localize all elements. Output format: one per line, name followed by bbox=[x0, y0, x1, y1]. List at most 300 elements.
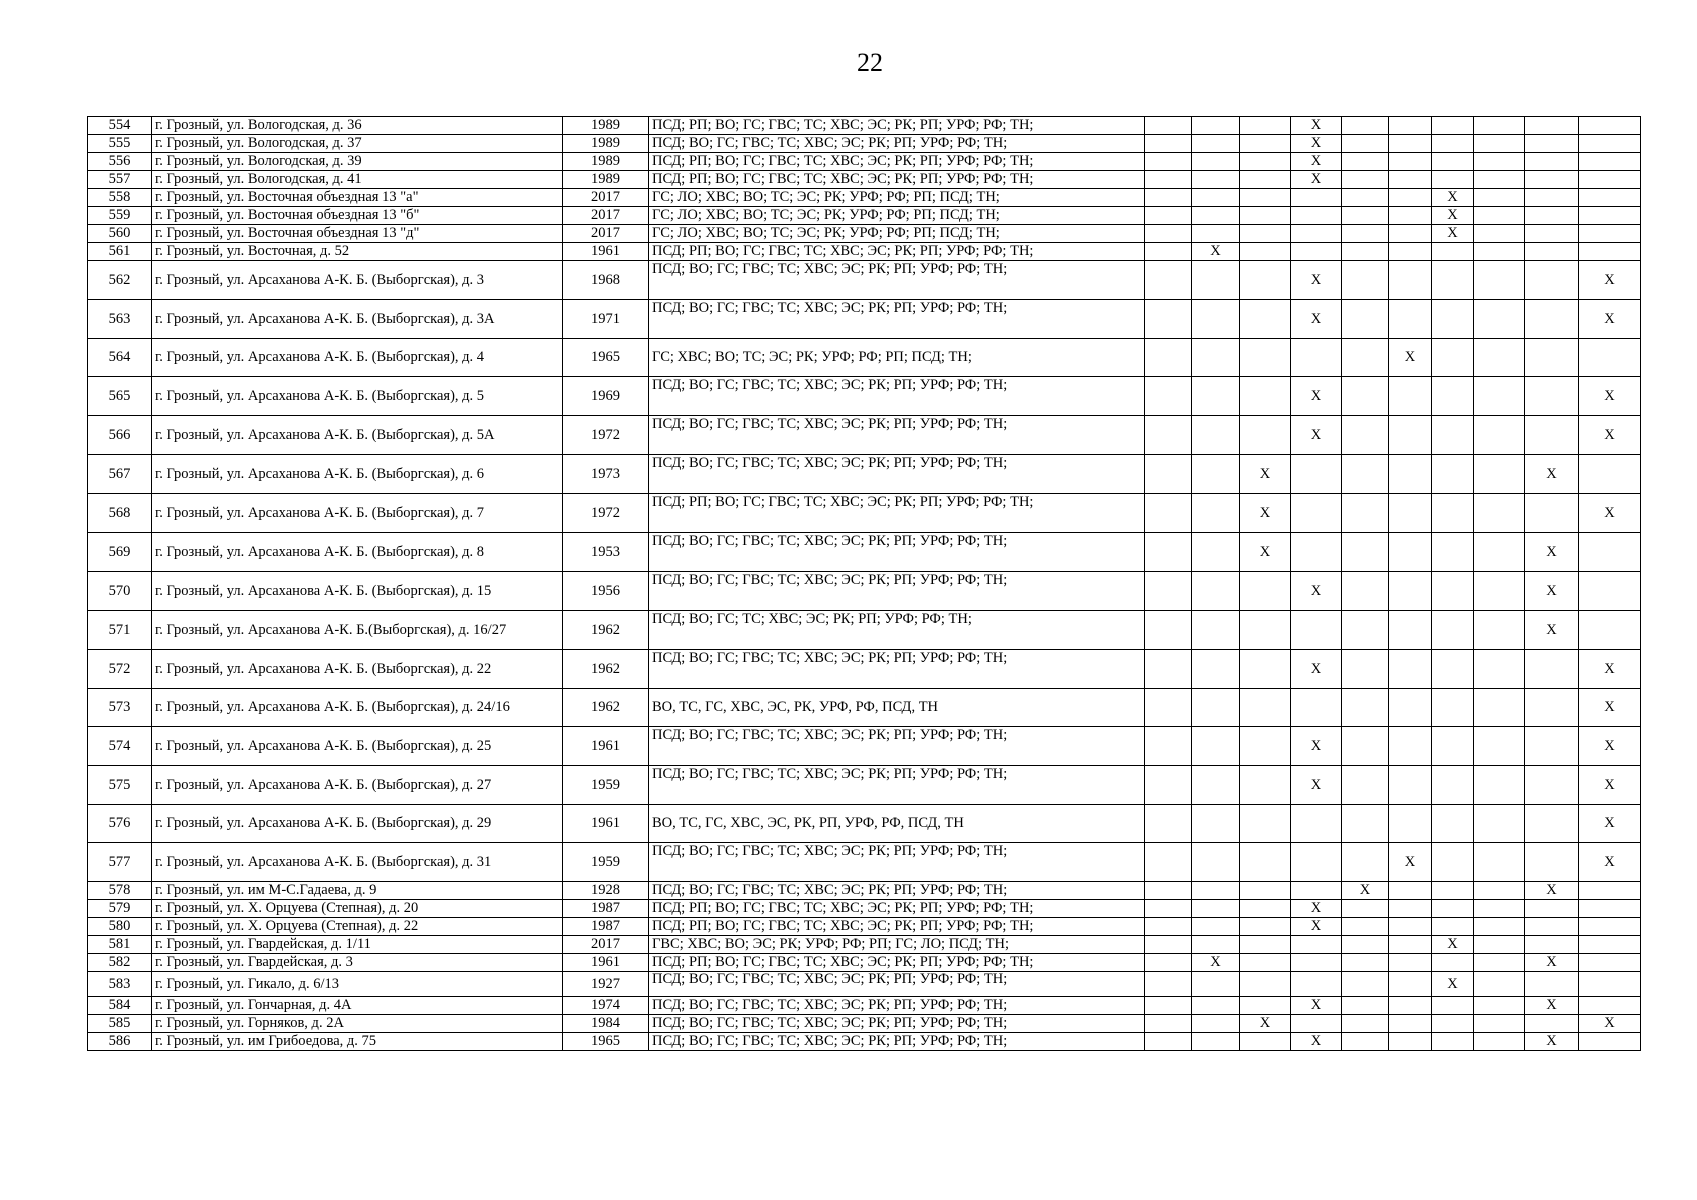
x-mark-cell: X bbox=[1432, 972, 1474, 997]
mark-cell bbox=[1192, 261, 1240, 300]
mark-cell bbox=[1291, 207, 1342, 225]
x-mark-cell: X bbox=[1579, 377, 1641, 416]
mark-cell bbox=[1192, 650, 1240, 689]
mark-cell bbox=[1192, 189, 1240, 207]
mark-cell bbox=[1192, 997, 1240, 1015]
mark-cell bbox=[1240, 689, 1291, 727]
works-list-cell: ПСД; РП; ВО; ГС; ГВС; ТС; ХВС; ЭС; РК; РП; УРФ; РФ; ТН; bbox=[649, 494, 1145, 533]
mark-cell bbox=[1145, 843, 1192, 882]
x-mark-cell: X bbox=[1525, 1033, 1579, 1051]
x-mark-cell: X bbox=[1291, 997, 1342, 1015]
mark-cell bbox=[1145, 611, 1192, 650]
year-cell: 2017 bbox=[563, 189, 649, 207]
year-cell: 1989 bbox=[563, 135, 649, 153]
mark-cell bbox=[1579, 572, 1641, 611]
works-list-cell: ПСД; РП; ВО; ГС; ГВС; ТС; ХВС; ЭС; РК; РП; УРФ; РФ; ТН; bbox=[649, 900, 1145, 918]
mark-cell bbox=[1579, 972, 1641, 997]
mark-cell bbox=[1291, 843, 1342, 882]
mark-cell bbox=[1474, 805, 1525, 843]
mark-cell bbox=[1525, 494, 1579, 533]
mark-cell bbox=[1192, 377, 1240, 416]
mark-cell bbox=[1240, 300, 1291, 339]
row-number-cell: 568 bbox=[88, 494, 152, 533]
address-cell: г. Грозный, ул. Х. Орцуева (Степная), д. 22 bbox=[152, 918, 563, 936]
address-cell: г. Грозный, ул. Арсаханова А-К. Б. (Выборгская), д. 25 bbox=[152, 727, 563, 766]
table-row bbox=[88, 611, 1641, 650]
row-number-cell: 558 bbox=[88, 189, 152, 207]
mark-cell bbox=[1432, 416, 1474, 455]
mark-cell bbox=[1525, 1015, 1579, 1033]
mark-cell bbox=[1474, 494, 1525, 533]
mark-cell bbox=[1240, 207, 1291, 225]
mark-cell bbox=[1389, 135, 1432, 153]
mark-cell bbox=[1240, 766, 1291, 805]
row-number-cell: 573 bbox=[88, 689, 152, 727]
mark-cell bbox=[1240, 243, 1291, 261]
row-number-cell: 580 bbox=[88, 918, 152, 936]
mark-cell bbox=[1579, 339, 1641, 377]
mark-cell bbox=[1579, 997, 1641, 1015]
year-cell: 1927 bbox=[563, 972, 649, 997]
mark-cell bbox=[1525, 766, 1579, 805]
mark-cell bbox=[1525, 805, 1579, 843]
mark-cell bbox=[1192, 339, 1240, 377]
table-row bbox=[88, 117, 1641, 135]
mark-cell bbox=[1389, 189, 1432, 207]
year-cell: 1969 bbox=[563, 377, 649, 416]
row-number-cell: 584 bbox=[88, 997, 152, 1015]
mark-cell bbox=[1240, 650, 1291, 689]
works-list-cell: ГС; ЛО; ХВС; ВО; ТС; ЭС; РК; УРФ; РФ; РП; ПСД; ТН; bbox=[649, 207, 1145, 225]
works-list-cell: ПСД; ВО; ГС; ГВС; ТС; ХВС; ЭС; РК; РП; УРФ; РФ; ТН; bbox=[649, 843, 1145, 882]
row-number-cell: 561 bbox=[88, 243, 152, 261]
mark-cell bbox=[1474, 954, 1525, 972]
row-number-cell: 564 bbox=[88, 339, 152, 377]
year-cell: 1962 bbox=[563, 689, 649, 727]
address-cell: г. Грозный, ул. Арсаханова А-К. Б. (Выборгская), д. 22 bbox=[152, 650, 563, 689]
address-cell: г. Грозный, ул. Арсаханова А-К. Б. (Выборгская), д. 5 bbox=[152, 377, 563, 416]
mark-cell bbox=[1432, 997, 1474, 1015]
mark-cell bbox=[1474, 243, 1525, 261]
x-mark-cell: X bbox=[1291, 918, 1342, 936]
row-number-cell: 556 bbox=[88, 153, 152, 171]
row-number-cell: 581 bbox=[88, 936, 152, 954]
table-row bbox=[88, 1033, 1641, 1051]
mark-cell bbox=[1579, 954, 1641, 972]
mark-cell bbox=[1342, 611, 1389, 650]
mark-cell bbox=[1192, 117, 1240, 135]
mark-cell bbox=[1240, 882, 1291, 900]
mark-cell bbox=[1240, 261, 1291, 300]
row-number-cell: 572 bbox=[88, 650, 152, 689]
mark-cell bbox=[1389, 117, 1432, 135]
mark-cell bbox=[1192, 727, 1240, 766]
mark-cell bbox=[1145, 171, 1192, 189]
mark-cell bbox=[1145, 936, 1192, 954]
mark-cell bbox=[1192, 135, 1240, 153]
year-cell: 2017 bbox=[563, 207, 649, 225]
mark-cell bbox=[1432, 805, 1474, 843]
mark-cell bbox=[1342, 843, 1389, 882]
table-row bbox=[88, 533, 1641, 572]
works-list-cell: ПСД; РП; ВО; ГС; ГВС; ТС; ХВС; ЭС; РК; РП; УРФ; РФ; ТН; bbox=[649, 117, 1145, 135]
year-cell: 1972 bbox=[563, 494, 649, 533]
x-mark-cell: X bbox=[1291, 377, 1342, 416]
mark-cell bbox=[1291, 954, 1342, 972]
address-cell: г. Грозный, ул. Вологодская, д. 39 bbox=[152, 153, 563, 171]
x-mark-cell: X bbox=[1579, 766, 1641, 805]
mark-cell bbox=[1474, 117, 1525, 135]
mark-cell bbox=[1291, 494, 1342, 533]
address-cell: г. Грозный, ул. Вологодская, д. 36 bbox=[152, 117, 563, 135]
x-mark-cell: X bbox=[1291, 727, 1342, 766]
mark-cell bbox=[1145, 377, 1192, 416]
mark-cell bbox=[1389, 997, 1432, 1015]
mark-cell bbox=[1432, 572, 1474, 611]
address-cell: г. Грозный, ул. Вологодская, д. 41 bbox=[152, 171, 563, 189]
mark-cell bbox=[1145, 261, 1192, 300]
table-row bbox=[88, 954, 1641, 972]
mark-cell bbox=[1579, 1033, 1641, 1051]
mark-cell bbox=[1342, 225, 1389, 243]
mark-cell bbox=[1474, 766, 1525, 805]
mark-cell bbox=[1474, 972, 1525, 997]
x-mark-cell: X bbox=[1579, 843, 1641, 882]
address-cell: г. Грозный, ул. Горняков, д. 2А bbox=[152, 1015, 563, 1033]
works-list-cell: ПСД; ВО; ГС; ГВС; ТС; ХВС; ЭС; РК; РП; УРФ; РФ; ТН; bbox=[649, 997, 1145, 1015]
x-mark-cell: X bbox=[1525, 997, 1579, 1015]
mark-cell bbox=[1342, 972, 1389, 997]
mark-cell bbox=[1389, 416, 1432, 455]
year-cell: 1989 bbox=[563, 153, 649, 171]
address-cell: г. Грозный, ул. Арсаханова А-К. Б. (Выборгская), д. 6 bbox=[152, 455, 563, 494]
table-row bbox=[88, 805, 1641, 843]
mark-cell bbox=[1432, 900, 1474, 918]
year-cell: 1972 bbox=[563, 416, 649, 455]
mark-cell bbox=[1432, 689, 1474, 727]
mark-cell bbox=[1579, 936, 1641, 954]
table-row bbox=[88, 189, 1641, 207]
works-list-cell: ПСД; ВО; ГС; ГВС; ТС; ХВС; ЭС; РК; РП; УРФ; РФ; ТН; bbox=[649, 972, 1145, 997]
year-cell: 1968 bbox=[563, 261, 649, 300]
mark-cell bbox=[1432, 243, 1474, 261]
mark-cell bbox=[1145, 117, 1192, 135]
year-cell: 1989 bbox=[563, 171, 649, 189]
mark-cell bbox=[1291, 189, 1342, 207]
mark-cell bbox=[1291, 689, 1342, 727]
mark-cell bbox=[1342, 805, 1389, 843]
mark-cell bbox=[1145, 207, 1192, 225]
mark-cell bbox=[1525, 689, 1579, 727]
mark-cell bbox=[1474, 1033, 1525, 1051]
address-cell: г. Грозный, ул. Арсаханова А-К. Б. (Выборгская), д. 29 bbox=[152, 805, 563, 843]
mark-cell bbox=[1145, 189, 1192, 207]
mark-cell bbox=[1240, 936, 1291, 954]
x-mark-cell: X bbox=[1291, 650, 1342, 689]
mark-cell bbox=[1525, 843, 1579, 882]
mark-cell bbox=[1192, 1033, 1240, 1051]
mark-cell bbox=[1342, 377, 1389, 416]
mark-cell bbox=[1525, 900, 1579, 918]
mark-cell bbox=[1389, 153, 1432, 171]
row-number-cell: 565 bbox=[88, 377, 152, 416]
works-list-cell: ПСД; РП; ВО; ГС; ГВС; ТС; ХВС; ЭС; РК; РП; УРФ; РФ; ТН; bbox=[649, 954, 1145, 972]
year-cell: 1961 bbox=[563, 727, 649, 766]
mark-cell bbox=[1474, 416, 1525, 455]
mark-cell bbox=[1525, 300, 1579, 339]
mark-cell bbox=[1432, 261, 1474, 300]
x-mark-cell: X bbox=[1291, 117, 1342, 135]
mark-cell bbox=[1342, 339, 1389, 377]
year-cell: 1961 bbox=[563, 243, 649, 261]
x-mark-cell: X bbox=[1240, 494, 1291, 533]
row-number-cell: 562 bbox=[88, 261, 152, 300]
year-cell: 1953 bbox=[563, 533, 649, 572]
year-cell: 1974 bbox=[563, 997, 649, 1015]
mark-cell bbox=[1474, 339, 1525, 377]
mark-cell bbox=[1192, 805, 1240, 843]
address-cell: г. Грозный, ул. Гвардейская, д. 1/11 bbox=[152, 936, 563, 954]
address-cell: г. Грозный, ул. Арсаханова А-К. Б. (Выборгская), д. 5А bbox=[152, 416, 563, 455]
mark-cell bbox=[1525, 171, 1579, 189]
row-number-cell: 560 bbox=[88, 225, 152, 243]
mark-cell bbox=[1342, 689, 1389, 727]
mark-cell bbox=[1145, 300, 1192, 339]
mark-cell bbox=[1192, 918, 1240, 936]
x-mark-cell: X bbox=[1291, 300, 1342, 339]
table-row bbox=[88, 727, 1641, 766]
table-row bbox=[88, 261, 1641, 300]
year-cell: 1956 bbox=[563, 572, 649, 611]
mark-cell bbox=[1432, 882, 1474, 900]
mark-cell bbox=[1192, 207, 1240, 225]
row-number-cell: 582 bbox=[88, 954, 152, 972]
mark-cell bbox=[1389, 225, 1432, 243]
address-cell: г. Грозный, ул. Арсаханова А-К. Б. (Выборгская), д. 7 bbox=[152, 494, 563, 533]
year-cell: 1965 bbox=[563, 1033, 649, 1051]
works-list-cell: ГС; ЛО; ХВС; ВО; ТС; ЭС; РК; УРФ; РФ; РП; ПСД; ТН; bbox=[649, 189, 1145, 207]
mark-cell bbox=[1240, 972, 1291, 997]
table-row bbox=[88, 416, 1641, 455]
mark-cell bbox=[1342, 243, 1389, 261]
row-number-cell: 583 bbox=[88, 972, 152, 997]
mark-cell bbox=[1525, 972, 1579, 997]
address-cell: г. Грозный, ул. Х. Орцуева (Степная), д. 20 bbox=[152, 900, 563, 918]
mark-cell bbox=[1432, 171, 1474, 189]
x-mark-cell: X bbox=[1579, 416, 1641, 455]
mark-cell bbox=[1389, 207, 1432, 225]
table-row bbox=[88, 918, 1641, 936]
works-list-cell: ВО, ТС, ГС, ХВС, ЭС, РК, УРФ, РФ, ПСД, ТН bbox=[649, 689, 1145, 727]
mark-cell bbox=[1192, 936, 1240, 954]
mark-cell bbox=[1145, 1033, 1192, 1051]
mark-cell bbox=[1525, 727, 1579, 766]
mark-cell bbox=[1432, 611, 1474, 650]
mark-cell bbox=[1342, 189, 1389, 207]
table-row bbox=[88, 225, 1641, 243]
mark-cell bbox=[1389, 300, 1432, 339]
mark-cell bbox=[1240, 727, 1291, 766]
works-list-cell: ПСД; ВО; ГС; ГВС; ТС; ХВС; ЭС; РК; РП; УРФ; РФ; ТН; bbox=[649, 377, 1145, 416]
mark-cell bbox=[1291, 339, 1342, 377]
x-mark-cell: X bbox=[1432, 225, 1474, 243]
row-number-cell: 585 bbox=[88, 1015, 152, 1033]
address-cell: г. Грозный, ул. Гончарная, д. 4А bbox=[152, 997, 563, 1015]
mark-cell bbox=[1474, 1015, 1525, 1033]
mark-cell bbox=[1525, 936, 1579, 954]
mark-cell bbox=[1474, 900, 1525, 918]
mark-cell bbox=[1432, 766, 1474, 805]
mark-cell bbox=[1389, 650, 1432, 689]
mark-cell bbox=[1525, 918, 1579, 936]
row-number-cell: 579 bbox=[88, 900, 152, 918]
mark-cell bbox=[1389, 766, 1432, 805]
mark-cell bbox=[1145, 900, 1192, 918]
year-cell: 1962 bbox=[563, 611, 649, 650]
mark-cell bbox=[1474, 189, 1525, 207]
year-cell: 1962 bbox=[563, 650, 649, 689]
mark-cell bbox=[1474, 572, 1525, 611]
mark-cell bbox=[1389, 1015, 1432, 1033]
mark-cell bbox=[1192, 300, 1240, 339]
mark-cell bbox=[1192, 972, 1240, 997]
mark-cell bbox=[1192, 882, 1240, 900]
mark-cell bbox=[1389, 261, 1432, 300]
address-cell: г. Грозный, ул. Восточная объездная 13 "б" bbox=[152, 207, 563, 225]
mark-cell bbox=[1579, 207, 1641, 225]
mark-cell bbox=[1240, 339, 1291, 377]
year-cell: 1989 bbox=[563, 117, 649, 135]
works-list-cell: ПСД; ВО; ГС; ГВС; ТС; ХВС; ЭС; РК; РП; УРФ; РФ; ТН; bbox=[649, 300, 1145, 339]
works-list-cell: ПСД; ВО; ГС; ГВС; ТС; ХВС; ЭС; РК; РП; УРФ; РФ; ТН; bbox=[649, 416, 1145, 455]
x-mark-cell: X bbox=[1432, 207, 1474, 225]
mark-cell bbox=[1342, 135, 1389, 153]
mark-cell bbox=[1432, 300, 1474, 339]
works-list-cell: ПСД; ВО; ГС; ГВС; ТС; ХВС; ЭС; РК; РП; УРФ; РФ; ТН; bbox=[649, 135, 1145, 153]
works-list-cell: ПСД; ВО; ГС; ГВС; ТС; ХВС; ЭС; РК; РП; УРФ; РФ; ТН; bbox=[649, 455, 1145, 494]
mark-cell bbox=[1432, 377, 1474, 416]
x-mark-cell: X bbox=[1291, 416, 1342, 455]
year-cell: 1961 bbox=[563, 954, 649, 972]
mark-cell bbox=[1432, 1033, 1474, 1051]
x-mark-cell: X bbox=[1579, 300, 1641, 339]
year-cell: 2017 bbox=[563, 936, 649, 954]
mark-cell bbox=[1342, 494, 1389, 533]
address-cell: г. Грозный, ул. Арсаханова А-К. Б. (Выборгская), д. 4 bbox=[152, 339, 563, 377]
mark-cell bbox=[1145, 416, 1192, 455]
mark-cell bbox=[1474, 650, 1525, 689]
table-row bbox=[88, 882, 1641, 900]
mark-cell bbox=[1525, 377, 1579, 416]
mark-cell bbox=[1240, 171, 1291, 189]
x-mark-cell: X bbox=[1291, 153, 1342, 171]
row-number-cell: 559 bbox=[88, 207, 152, 225]
mark-cell bbox=[1432, 494, 1474, 533]
mark-cell bbox=[1342, 727, 1389, 766]
mark-cell bbox=[1291, 533, 1342, 572]
mark-cell bbox=[1145, 689, 1192, 727]
works-list-cell: ВО, ТС, ГС, ХВС, ЭС, РК, РП, УРФ, РФ, ПСД, ТН bbox=[649, 805, 1145, 843]
mark-cell bbox=[1145, 533, 1192, 572]
x-mark-cell: X bbox=[1525, 533, 1579, 572]
mark-cell bbox=[1291, 882, 1342, 900]
housing-register-table bbox=[87, 116, 1641, 1051]
works-list-cell: ГС; ЛО; ХВС; ВО; ТС; ЭС; РК; УРФ; РФ; РП; ПСД; ТН; bbox=[649, 225, 1145, 243]
year-cell: 1987 bbox=[563, 918, 649, 936]
x-mark-cell: X bbox=[1291, 171, 1342, 189]
table-row bbox=[88, 300, 1641, 339]
mark-cell bbox=[1474, 135, 1525, 153]
mark-cell bbox=[1389, 494, 1432, 533]
mark-cell bbox=[1342, 997, 1389, 1015]
mark-cell bbox=[1579, 153, 1641, 171]
mark-cell bbox=[1525, 225, 1579, 243]
mark-cell bbox=[1525, 117, 1579, 135]
mark-cell bbox=[1525, 207, 1579, 225]
page-number: 22 bbox=[857, 48, 883, 77]
mark-cell bbox=[1192, 611, 1240, 650]
mark-cell bbox=[1389, 727, 1432, 766]
mark-cell bbox=[1145, 153, 1192, 171]
address-cell: г. Грозный, ул. Арсаханова А-К. Б. (Выборгская), д. 24/16 bbox=[152, 689, 563, 727]
mark-cell bbox=[1342, 455, 1389, 494]
row-number-cell: 576 bbox=[88, 805, 152, 843]
mark-cell bbox=[1291, 455, 1342, 494]
mark-cell bbox=[1240, 153, 1291, 171]
mark-cell bbox=[1192, 766, 1240, 805]
table-row bbox=[88, 171, 1641, 189]
mark-cell bbox=[1579, 189, 1641, 207]
table-row bbox=[88, 135, 1641, 153]
mark-cell bbox=[1342, 918, 1389, 936]
mark-cell bbox=[1474, 533, 1525, 572]
year-cell: 1987 bbox=[563, 900, 649, 918]
mark-cell bbox=[1192, 689, 1240, 727]
table-row bbox=[88, 972, 1641, 997]
mark-cell bbox=[1240, 900, 1291, 918]
x-mark-cell: X bbox=[1192, 954, 1240, 972]
works-list-cell: ПСД; РП; ВО; ГС; ГВС; ТС; ХВС; ЭС; РК; РП; УРФ; РФ; ТН; bbox=[649, 153, 1145, 171]
mark-cell bbox=[1291, 805, 1342, 843]
mark-cell bbox=[1291, 225, 1342, 243]
works-list-cell: ПСД; ВО; ГС; ГВС; ТС; ХВС; ЭС; РК; РП; УРФ; РФ; ТН; bbox=[649, 261, 1145, 300]
mark-cell bbox=[1432, 135, 1474, 153]
mark-cell bbox=[1474, 882, 1525, 900]
x-mark-cell: X bbox=[1389, 339, 1432, 377]
mark-cell bbox=[1342, 300, 1389, 339]
mark-cell bbox=[1389, 805, 1432, 843]
mark-cell bbox=[1145, 882, 1192, 900]
mark-cell bbox=[1432, 339, 1474, 377]
x-mark-cell: X bbox=[1525, 611, 1579, 650]
mark-cell bbox=[1525, 416, 1579, 455]
mark-cell bbox=[1389, 882, 1432, 900]
address-cell: г. Грозный, ул. Восточная, д. 52 bbox=[152, 243, 563, 261]
x-mark-cell: X bbox=[1291, 572, 1342, 611]
mark-cell bbox=[1432, 455, 1474, 494]
works-list-cell: ПСД; ВО; ГС; ГВС; ТС; ХВС; ЭС; РК; РП; УРФ; РФ; ТН; bbox=[649, 727, 1145, 766]
mark-cell bbox=[1342, 766, 1389, 805]
mark-cell bbox=[1389, 171, 1432, 189]
mark-cell bbox=[1389, 533, 1432, 572]
mark-cell bbox=[1145, 243, 1192, 261]
mark-cell bbox=[1525, 243, 1579, 261]
year-cell: 1959 bbox=[563, 843, 649, 882]
table-row bbox=[88, 494, 1641, 533]
address-cell: г. Грозный, ул. Арсаханова А-К. Б. (Выборгская), д. 15 bbox=[152, 572, 563, 611]
mark-cell bbox=[1342, 261, 1389, 300]
mark-cell bbox=[1389, 918, 1432, 936]
